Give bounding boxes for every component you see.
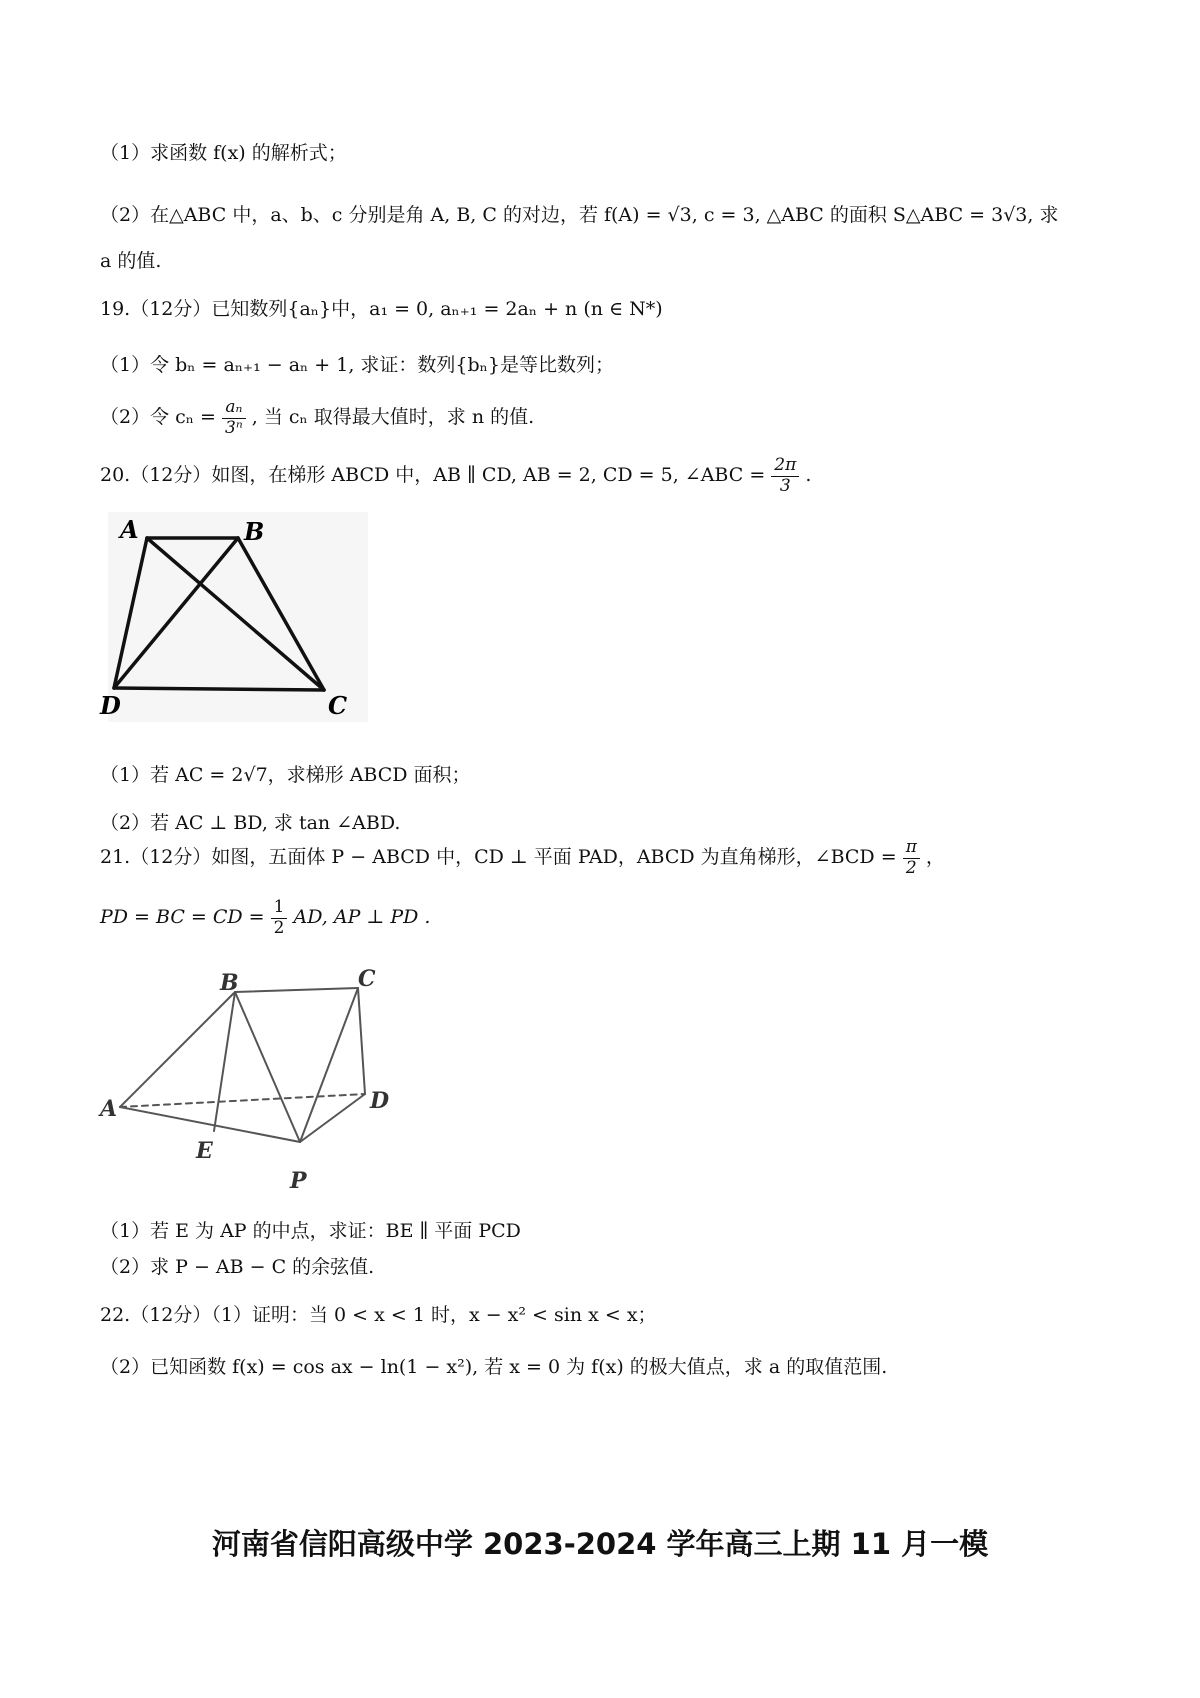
q20-part2: （2）若 AC ⊥ BD, 求 tan ∠ABD. <box>100 812 401 834</box>
fraction-numerator: 2π <box>771 456 799 477</box>
edge-bc <box>235 988 358 992</box>
fraction-an-over-3n <box>222 398 246 438</box>
q19-part2-lead: （2）令 cₙ = <box>100 406 216 429</box>
q21-stem-tail: ， <box>925 846 945 869</box>
fraction-numerator: π <box>903 838 920 859</box>
label-e: E <box>196 1138 213 1164</box>
q21-stem <box>100 838 945 878</box>
q22-stem: 22.（12分）（1）证明：当 0 < x < 1 时，x − x² < sin x < x； <box>100 1304 657 1326</box>
q20-stem-tail: . <box>805 464 812 487</box>
edge-ap <box>120 1107 300 1142</box>
edge-be <box>214 992 235 1131</box>
fraction-denominator: 3 <box>779 475 791 496</box>
q20-stem-lead: 20.（12分）如图，在梯形 ABCD 中，AB ∥ CD, AB = 2, CD = 5, ∠ABC = <box>100 464 766 487</box>
edge-cp <box>300 988 358 1142</box>
label-d: D <box>100 691 121 720</box>
q21-condition-tail: AD, AP ⊥ PD . <box>293 906 431 929</box>
label-c: C <box>328 691 348 720</box>
q18-part2: （2）在△ABC 中，a、b、c 分别是角 A, B, C 的对边，若 f(A) = √3, c = 3, △ABC 的面积 S△ABC = 3√3, 求 <box>100 204 1059 226</box>
fraction-numerator: 1 <box>271 898 288 919</box>
q21-condition <box>100 898 430 938</box>
fraction-one-half <box>271 898 288 938</box>
footer-title: 河南省信阳高级中学 2023-2024 学年高三上期 11 月一模 <box>211 1527 989 1561</box>
fraction-2pi-over-3 <box>771 456 799 496</box>
label-a: A <box>120 515 139 544</box>
q21-part1: （1）若 E 为 AP 的中点，求证：BE ∥ 平面 PCD <box>100 1220 521 1242</box>
fraction-pi-over-2 <box>903 838 920 878</box>
q19-part2-tail: , 当 cₙ 取得最大值时，求 n 的值. <box>251 406 535 429</box>
q22-part2: （2）已知函数 f(x) = cos ax − ln(1 − x²), 若 x = 0 为 f(x) 的极大值点，求 a 的取值范围. <box>100 1356 888 1378</box>
fraction-denominator: 3ⁿ <box>225 417 243 438</box>
q19-part1: （1）令 bₙ = aₙ₊₁ − aₙ + 1, 求证：数列{bₙ}是等比数列； <box>100 354 614 376</box>
label-d: D <box>370 1088 390 1114</box>
trapezoid-figure <box>100 512 368 722</box>
fraction-denominator: 2 <box>905 857 917 878</box>
edge-cd <box>358 988 365 1094</box>
edge-ad-hidden <box>120 1094 365 1107</box>
fraction-numerator: aₙ <box>222 398 246 419</box>
q21-stem-lead: 21.（12分）如图，五面体 P − ABCD 中，CD ⊥ 平面 PAD，ABCD 为直角梯形，∠BCD = <box>100 846 897 869</box>
q21-part2: （2）求 P − AB − C 的余弦值. <box>100 1256 375 1278</box>
pentahedron-figure <box>100 966 420 1196</box>
label-p: P <box>290 1168 307 1194</box>
edge-bp <box>235 992 300 1142</box>
fraction-denominator: 2 <box>273 917 285 938</box>
q19-part2 <box>100 398 534 438</box>
label-a: A <box>100 1096 118 1122</box>
q20-stem <box>100 456 811 496</box>
q18-part2-cont: a 的值. <box>100 250 162 272</box>
label-b: B <box>244 517 265 546</box>
label-b: B <box>220 970 239 996</box>
edge-ba <box>120 992 235 1107</box>
q21-condition-lead: PD = BC = CD = <box>100 906 265 929</box>
q19-stem: 19.（12分）已知数列{aₙ}中，a₁ = 0, aₙ₊₁ = 2aₙ + n (n ∈ N*) <box>100 298 663 320</box>
label-c: C <box>358 966 376 992</box>
q18-part1: （1）求函数 f(x) 的解析式； <box>100 142 347 164</box>
edge-cd <box>114 688 324 690</box>
q20-part1: （1）若 AC = 2√7，求梯形 ABCD 面积； <box>100 764 471 786</box>
